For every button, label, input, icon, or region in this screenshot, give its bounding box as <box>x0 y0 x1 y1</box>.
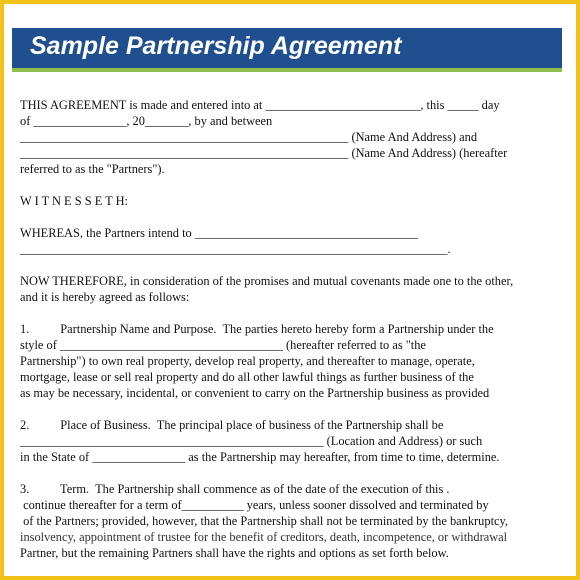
agreement-line: Partner, but the remaining Partners shall have the rights and options as set forth below. <box>20 546 449 560</box>
agreement-line: _____________________________________________________ (Name And Address) (hereafter <box>20 146 508 160</box>
blank-line <box>20 465 565 481</box>
blank-line <box>20 209 565 225</box>
agreement-line: WHEREAS, the Partners intend to ____________________________________ <box>20 226 418 240</box>
agreement-line: in the State of _______________ as the Partnership may hereafter, from time to time, determine. <box>20 450 500 464</box>
agreement-line: Partnership") to own real property, develop real property, and thereafter to manage, operate, <box>20 354 475 368</box>
agreement-line: of the Partners; provided, however, that the Partnership shall not be terminated by the bankruptcy, <box>20 514 508 528</box>
agreement-line: _____________________________________________________ (Name And Address) and <box>20 130 478 144</box>
blank-line <box>20 257 565 273</box>
agreement-line: insolvency, appointment of trustee for the benefit of creditors, death, incompetence, or withdrawal <box>20 530 508 544</box>
agreement-line: _________________________________________________ (Location and Address) or such <box>20 434 483 448</box>
agreement-line: _____________________________________________________________________. <box>20 242 451 256</box>
blank-line <box>20 401 565 417</box>
agreement-line: as may be necessary, incidental, or convenient to carry on the Partnership business as provided <box>20 386 490 400</box>
clause-2-heading: 2. Place of Business. The principal place of business of the Partnership shall be <box>20 418 444 432</box>
document-title: Sample Partnership Agreement <box>30 32 402 60</box>
agreement-body <box>20 97 565 561</box>
agreement-line: NOW THEREFORE, in consideration of the promises and mutual covenants made one to the other, <box>20 274 514 288</box>
agreement-line: THIS AGREEMENT is made and entered into at _________________________, this _____ day <box>20 98 500 112</box>
witnesseth-heading: W I T N E S S E T H: <box>20 194 128 208</box>
blank-line <box>20 177 565 193</box>
clause-1-heading: 1. Partnership Name and Purpose. The parties hereto hereby form a Partnership under the <box>20 322 494 336</box>
agreement-line: and it is hereby agreed as follows: <box>20 290 190 304</box>
title-banner <box>12 28 562 72</box>
clause-3-heading: 3. Term. The Partnership shall commence as of the date of the execution of this . <box>20 482 450 496</box>
agreement-line: of _______________, 20_______, by and between <box>20 114 273 128</box>
agreement-line: mortgage, lease or sell real property and do all other lawful things as further business of the <box>20 370 474 384</box>
agreement-line: continue thereafter for a term of__________ years, unless sooner dissolved and terminated by <box>20 498 489 512</box>
blank-line <box>20 305 565 321</box>
agreement-line: style of ____________________________________ (hereafter referred to as "the <box>20 338 426 352</box>
agreement-line: referred to as the "Partners"). <box>20 162 165 176</box>
